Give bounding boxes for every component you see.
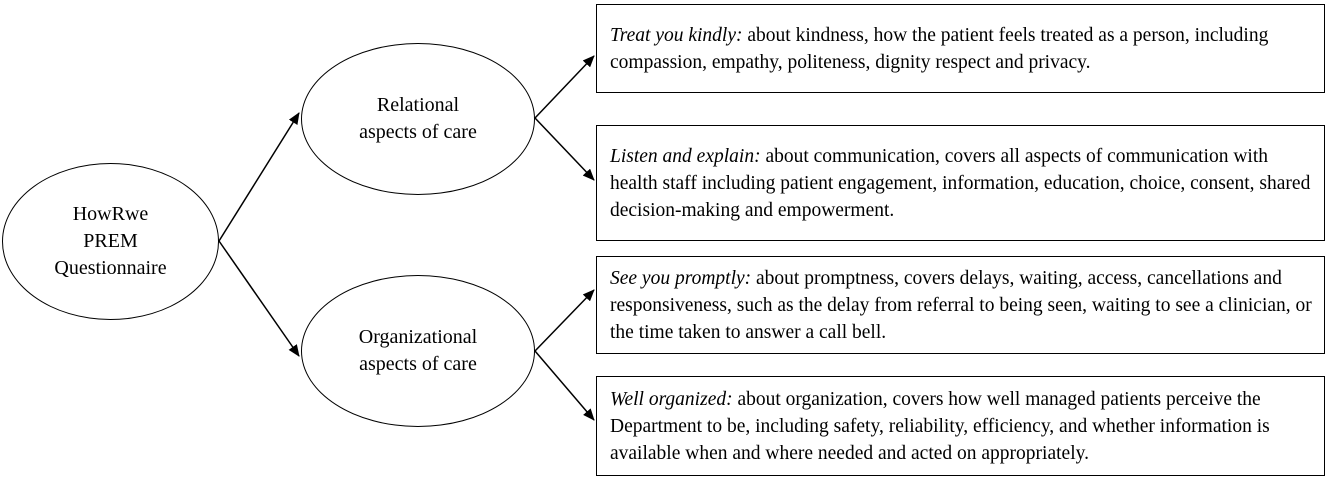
arrow-organizational-to-well-organized — [535, 351, 594, 420]
arrow-root-to-organizational — [219, 241, 299, 356]
listen-and-explain-box — [596, 125, 1325, 241]
relational-aspects-label: Relational aspects of care — [359, 94, 477, 143]
arrow-relational-to-listen-explain — [535, 118, 594, 180]
see-you-promptly-box — [596, 256, 1325, 354]
arrow-relational-to-treat-kindly — [535, 56, 594, 118]
root-node-ellipse — [2, 163, 219, 320]
treat-you-kindly-description: about kindness, how the patient feels treated as a person, including compassion, empathy, politeness, dignity respect and privacy. — [610, 24, 1269, 73]
well-organized-box — [596, 376, 1325, 476]
arrow-root-to-relational — [219, 113, 299, 241]
listen-and-explain-term: Listen and explain: — [610, 145, 761, 167]
see-you-promptly-description: about promptness, covers delays, waiting, access, cancellations and responsiveness, such as the delay from referral to being seen, waiting to see a clinician, or the time taken to answer a call bell. — [610, 267, 1312, 343]
organizational-aspects-ellipse — [301, 275, 535, 427]
well-organized-description: about organization, covers how well managed patients perceive the Department to be, including safety, reliability, efficiency, and whether information is available when and where needed and acted on appropriately. — [610, 388, 1270, 464]
arrow-organizational-to-see-promptly — [535, 290, 594, 351]
treat-you-kindly-box — [596, 4, 1325, 93]
see-you-promptly-term: See you promptly: — [610, 267, 752, 289]
organizational-aspects-label: Organizational aspects of care — [358, 326, 478, 375]
relational-aspects-ellipse — [301, 43, 535, 195]
listen-and-explain-description: about communication, covers all aspects of communication with health staff including patient engagement, information, education, choice, consent, shared decision-making and empowerment. — [610, 145, 1311, 221]
treat-you-kindly-term: Treat you kindly: — [610, 24, 743, 46]
root-node-label: HowRwe PREM Questionnaire — [54, 203, 167, 279]
well-organized-term: Well organized: — [610, 388, 733, 410]
